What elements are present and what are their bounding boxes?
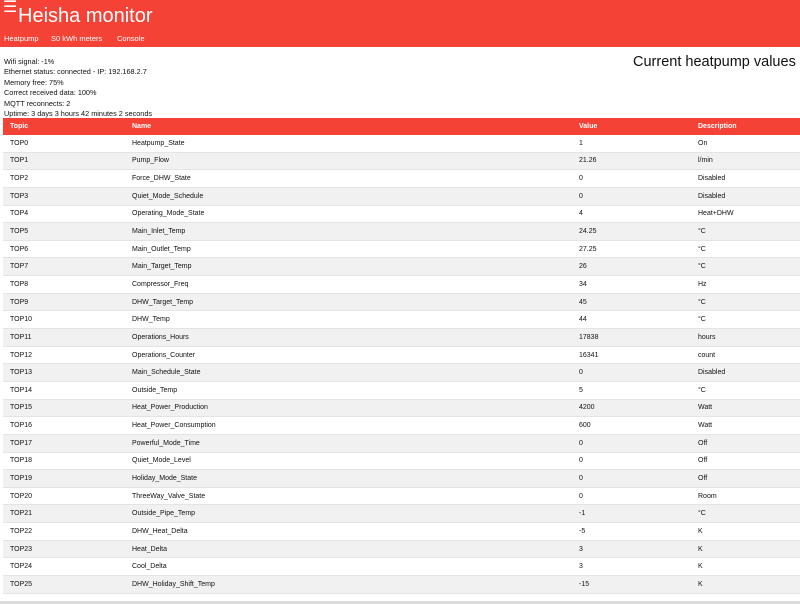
wifi-status: Wifi signal: -1% — [4, 57, 55, 66]
topic-cell: TOP12 — [10, 351, 33, 359]
value-cell: -15 — [579, 580, 590, 588]
name-cell: Main_Inlet_Temp — [132, 228, 186, 236]
description-cell: Hz — [698, 280, 707, 288]
value-cell: 1 — [579, 139, 583, 147]
topic-cell: TOP2 — [10, 175, 29, 183]
topic-cell: TOP0 — [10, 139, 29, 147]
app-header — [0, 0, 800, 47]
description-cell: °C — [698, 316, 706, 324]
name-cell: Outside_Temp — [132, 386, 178, 394]
name-cell: Operations_Hours — [132, 333, 189, 341]
name-cell: Operations_Counter — [132, 351, 196, 359]
name-cell: ThreeWay_Valve_State — [132, 492, 206, 500]
description-cell: K — [698, 580, 703, 588]
table-row — [3, 488, 800, 506]
table-row — [3, 435, 800, 453]
table-row — [3, 347, 800, 365]
table-header — [3, 118, 800, 135]
table-row — [3, 276, 800, 294]
value-cell: 3 — [579, 563, 583, 571]
status-panel — [4, 57, 152, 119]
topic-cell: TOP20 — [10, 492, 33, 500]
table-row — [3, 206, 800, 224]
topic-cell: TOP16 — [10, 422, 33, 430]
name-cell: Compressor_Freq — [132, 280, 189, 288]
name-cell: Heat_Power_Production — [132, 404, 208, 412]
table-row — [3, 558, 800, 576]
value-cell: 0 — [579, 439, 583, 447]
value-cell: -1 — [579, 510, 586, 518]
name-cell: Main_Schedule_State — [132, 369, 201, 377]
topic-cell: TOP11 — [10, 333, 32, 341]
value-cell: 4 — [579, 210, 583, 218]
topic-cell: TOP14 — [10, 386, 33, 394]
description-cell: Off — [698, 474, 708, 482]
name-cell: DHW_Temp — [132, 316, 170, 324]
mqtt-status: MQTT reconnects: 2 — [4, 98, 71, 108]
value-cell: 0 — [579, 192, 583, 200]
name-cell: Operating_Mode_State — [132, 210, 205, 218]
value-cell: 4200 — [579, 404, 595, 412]
description-cell: K — [698, 527, 703, 535]
name-cell: DHW_Holiday_Shift_Temp — [132, 580, 215, 588]
description-cell: °C — [698, 263, 706, 271]
name-cell: Main_Target_Temp — [132, 263, 192, 271]
topic-cell: TOP7 — [10, 263, 29, 271]
table-row — [3, 505, 800, 523]
heatpump-values-table — [3, 118, 800, 594]
table-row — [3, 135, 800, 153]
name-cell: Quiet_Mode_Level — [132, 457, 191, 465]
column-header-value: Value — [579, 123, 598, 130]
value-cell: 0 — [579, 492, 583, 500]
value-cell: 17838 — [579, 333, 599, 341]
description-cell: Heat+DHW — [698, 210, 734, 218]
table-row — [3, 258, 800, 276]
description-cell: Room — [698, 492, 717, 500]
value-cell: 0 — [579, 457, 583, 465]
topic-cell: TOP9 — [10, 298, 29, 306]
nav-s0-kwh-meters[interactable]: S0 kWh meters — [51, 34, 103, 43]
description-cell: Off — [698, 439, 708, 447]
topic-cell: TOP25 — [10, 580, 33, 588]
description-cell: Disabled — [698, 369, 726, 377]
topic-cell: TOP1 — [10, 157, 29, 165]
nav-console[interactable]: Console — [117, 34, 145, 43]
description-cell: °C — [698, 298, 706, 306]
value-cell: 600 — [579, 422, 591, 430]
value-cell: 26 — [579, 263, 587, 271]
value-cell: 24.25 — [579, 228, 597, 236]
value-cell: -5 — [579, 527, 586, 535]
table-row — [3, 382, 800, 400]
name-cell: Powerful_Mode_Time — [132, 439, 200, 447]
name-cell: Cool_Delta — [132, 563, 167, 571]
value-cell: 27.25 — [579, 245, 597, 253]
value-cell: 0 — [579, 474, 583, 482]
value-cell: 5 — [579, 386, 583, 394]
topic-cell: TOP22 — [10, 527, 33, 535]
name-cell: Main_Outlet_Temp — [132, 245, 191, 253]
value-cell: 34 — [579, 280, 587, 288]
name-cell: Pump_Flow — [132, 157, 169, 165]
description-cell: Disabled — [698, 175, 726, 183]
description-cell: count — [698, 351, 716, 359]
table-row — [3, 329, 800, 347]
table-row — [3, 523, 800, 541]
description-cell: l/min — [698, 157, 713, 165]
column-header-name: Name — [132, 123, 152, 130]
value-cell: 0 — [579, 369, 583, 377]
description-cell: Off — [698, 457, 708, 465]
name-cell: Heat_Delta — [132, 545, 168, 553]
table-row — [3, 153, 800, 171]
table-row — [3, 170, 800, 188]
topic-cell: TOP21 — [10, 510, 33, 518]
column-header-description: Description — [698, 123, 737, 130]
name-cell: Quiet_Mode_Schedule — [132, 192, 204, 200]
nav-heatpump[interactable]: Heatpump — [4, 34, 39, 43]
description-cell: K — [698, 563, 703, 571]
name-cell: Holiday_Mode_State — [132, 474, 197, 482]
received-data-status: Correct received data: 100% — [4, 88, 97, 98]
value-cell: 45 — [579, 298, 587, 306]
topic-cell: TOP19 — [10, 474, 33, 482]
topic-cell: TOP6 — [10, 245, 29, 253]
topic-cell: TOP5 — [10, 228, 29, 236]
description-cell: °C — [698, 386, 706, 394]
topic-cell: TOP10 — [10, 316, 33, 324]
table-row — [3, 576, 800, 594]
description-cell: °C — [698, 228, 706, 236]
table-row — [3, 188, 800, 206]
description-cell: On — [698, 139, 708, 147]
table-row — [3, 364, 800, 382]
value-cell: 0 — [579, 175, 583, 183]
name-cell: Force_DHW_State — [132, 175, 191, 183]
name-cell: Heatpump_State — [132, 139, 185, 147]
topic-cell: TOP4 — [10, 210, 29, 218]
value-cell: 16341 — [579, 351, 599, 359]
table-row — [3, 400, 800, 418]
topic-cell: TOP17 — [10, 439, 33, 447]
table-row — [3, 311, 800, 329]
topic-cell: TOP18 — [10, 457, 33, 465]
description-cell: Watt — [698, 404, 713, 412]
value-cell: 3 — [579, 545, 583, 553]
name-cell: DHW_Target_Temp — [132, 298, 194, 306]
uptime-status: Uptime: 3 days 3 hours 42 minutes 2 seconds — [4, 109, 153, 119]
table-row — [3, 417, 800, 435]
table-row — [3, 541, 800, 559]
table-body — [3, 135, 800, 594]
topic-cell: TOP15 — [10, 404, 33, 412]
app-title: Heisha monitor — [18, 5, 153, 27]
description-cell: °C — [698, 245, 706, 253]
topic-cell: TOP24 — [10, 563, 33, 571]
description-cell: Watt — [698, 422, 713, 430]
page-title: Current heatpump values — [633, 54, 796, 70]
table-row — [3, 241, 800, 259]
description-cell: K — [698, 545, 703, 553]
name-cell: DHW_Heat_Delta — [132, 527, 188, 535]
topic-cell: TOP8 — [10, 280, 29, 288]
description-cell: Disabled — [698, 192, 726, 200]
hamburger-menu-icon[interactable]: ☰ — [3, 0, 18, 16]
topic-cell: TOP23 — [10, 545, 33, 553]
table-row — [3, 223, 800, 241]
ethernet-status: Ethernet status: connected - IP: 192.168.2.7 — [4, 67, 147, 77]
topic-cell: TOP3 — [10, 192, 29, 200]
name-cell: Heat_Power_Consumption — [132, 422, 216, 430]
column-header-topic: Topic — [10, 123, 29, 130]
description-cell: °C — [698, 510, 706, 518]
table-row — [3, 294, 800, 312]
memory-status: Memory free: 75% — [4, 77, 64, 87]
topic-cell: TOP13 — [10, 369, 33, 377]
table-row — [3, 470, 800, 488]
name-cell: Outside_Pipe_Temp — [132, 510, 196, 518]
description-cell: hours — [698, 333, 716, 341]
value-cell: 21.26 — [579, 157, 597, 165]
value-cell: 44 — [579, 316, 587, 324]
table-row — [3, 453, 800, 471]
